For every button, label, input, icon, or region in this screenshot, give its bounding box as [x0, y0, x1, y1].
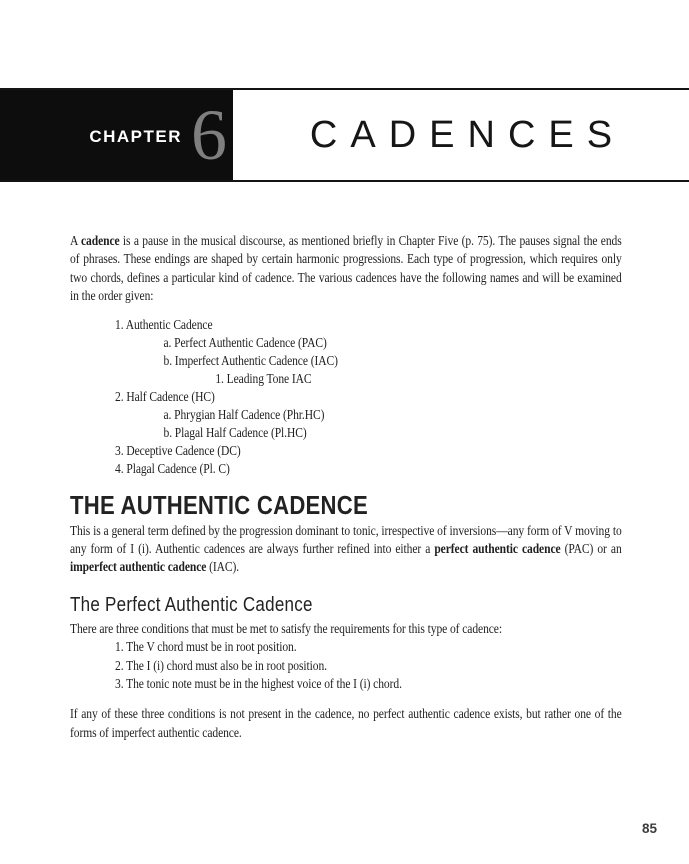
- chapter-number: 6: [191, 95, 227, 175]
- chapter-number-box: [0, 90, 233, 180]
- cadence-outline: [70, 316, 622, 478]
- outline-item: a. Phrygian Half Cadence (Phr.HC): [163, 406, 325, 422]
- subsection-heading-perfect-authentic-cadence: The Perfect Authentic Cadence: [70, 593, 313, 616]
- chapter-title: CADENCES: [309, 113, 626, 156]
- outline-item: 2. Half Cadence (HC): [115, 388, 215, 404]
- outline-item: 1. Authentic Cadence: [115, 316, 213, 332]
- condition-item: 1. The V chord must be in root position.: [115, 639, 297, 655]
- chapter-header: [0, 88, 689, 182]
- outline-item: 4. Plagal Cadence (Pl. C): [115, 460, 230, 476]
- pac-conditions-list: [70, 638, 622, 693]
- chapter-title-area: [233, 90, 689, 180]
- outline-item: 1. Leading Tone IAC: [215, 370, 312, 386]
- page-number: 85: [641, 821, 657, 836]
- outline-item: a. Perfect Authentic Cadence (PAC): [163, 334, 327, 350]
- chapter-label: CHAPTER: [89, 127, 182, 146]
- pac-closing-paragraph: If any of these three conditions is not present in the cadence, no perfect authentic cadence exists, but rather one of the forms of imperfect authentic cadence.: [70, 706, 622, 740]
- condition-item: 2. The I (i) chord must also be in root position.: [115, 657, 327, 673]
- authentic-cadence-paragraph: This is a general term defined by the progression dominant to tonic, irrespective of inversions—any form of V moving to any form of I (i). Authentic cadences are always further refined into either a perfect authentic cadence (PAC) or an imperfect authentic cadence (IAC).: [70, 522, 622, 575]
- condition-item: 3. The tonic note must be in the highest voice of the I (i) chord.: [115, 676, 402, 692]
- page-content: [70, 182, 622, 742]
- outline-item: b. Plagal Half Cadence (Pl.HC): [163, 424, 307, 440]
- intro-paragraph: A cadence is a pause in the musical discourse, as mentioned briefly in Chapter Five (p. 75). The pauses signal the ends of phrases. These endings are shaped by certain harmonic progressions. Each type of progression, which requires only two chords, defines a particular kind of cadence. The various cadences have the following names and will be examined in the order given:: [70, 233, 622, 304]
- pac-intro-line: There are three conditions that must be met to satisfy the requirements for this type of cadence:: [70, 620, 502, 636]
- outline-item: 3. Deceptive Cadence (DC): [115, 442, 241, 458]
- outline-item: b. Imperfect Authentic Cadence (IAC): [163, 352, 338, 368]
- section-heading-the-authentic-cadence: THE AUTHENTIC CADENCE: [70, 489, 368, 520]
